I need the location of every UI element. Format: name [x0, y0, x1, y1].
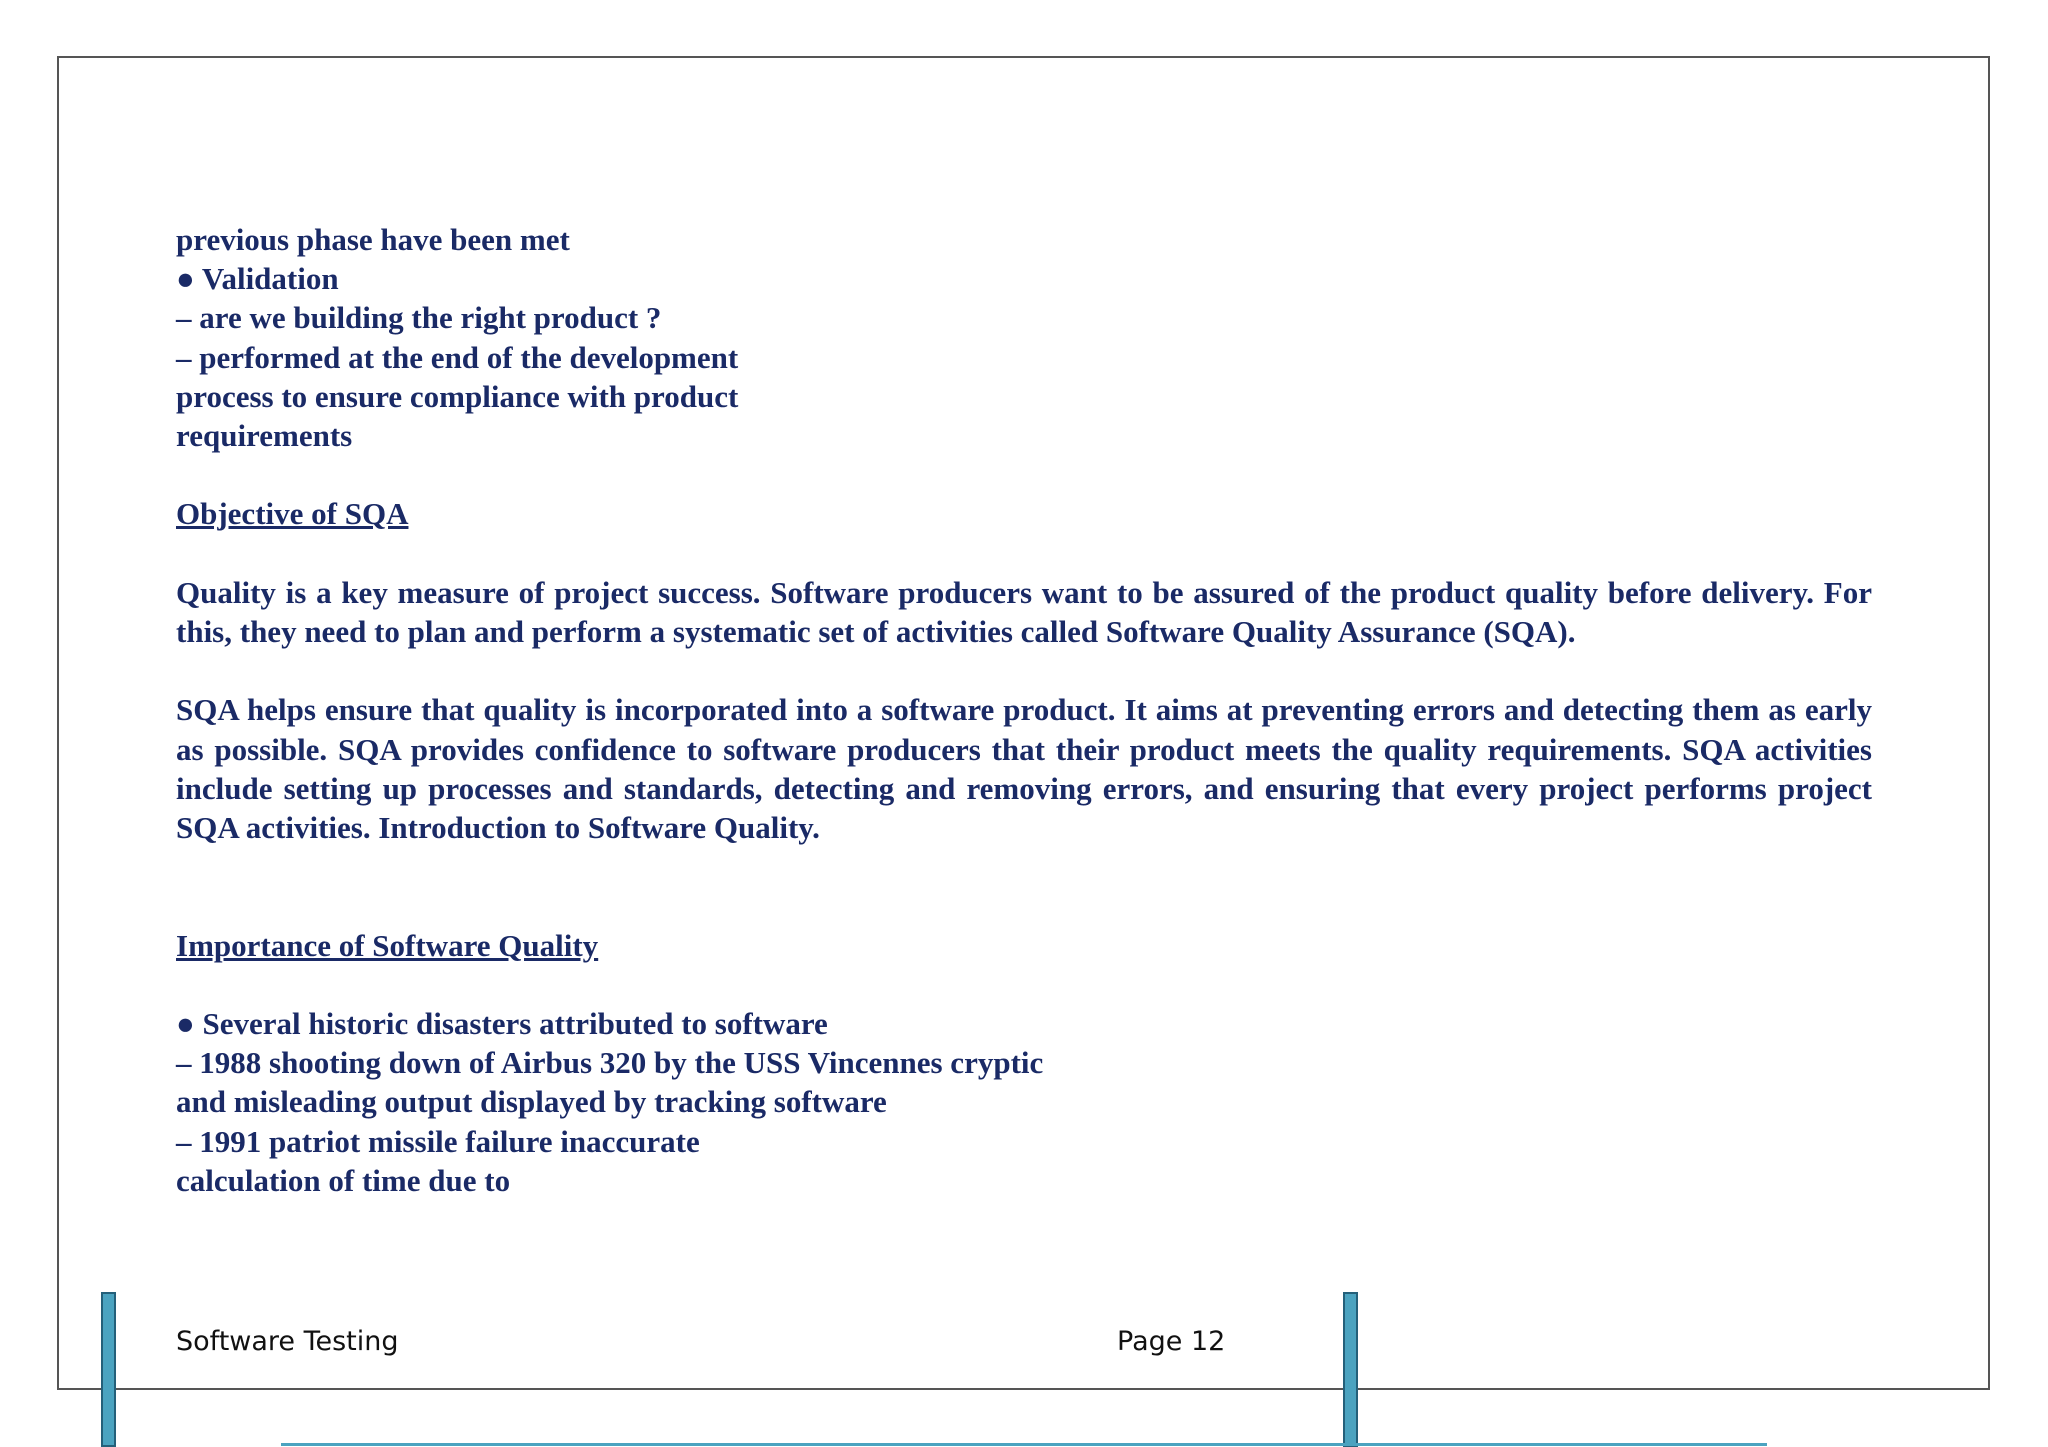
document-body — [176, 220, 1872, 1200]
bullet-disasters: ● Several historic disasters attributed to software — [176, 1005, 828, 1041]
text-line: calculation of time due to — [176, 1162, 511, 1198]
section-heading-objective-sqa: Objective of SQA — [176, 496, 409, 532]
paragraph-sqa: SQA helps ensure that quality is incorporated into a software product. It aims at preventing errors and detecting them as early as possible. SQA provides confidence to software producers that their product meets the quality requirements. SQA activities include setting up processes and standards, detecting and removing errors, and ensuring that every project performs project SQA activities. Introduction to Software Quality. — [176, 692, 1872, 845]
text-line: and misleading output displayed by tracking software — [176, 1084, 887, 1120]
section-heading-importance: Importance of Software Quality — [176, 927, 599, 963]
text-line: – 1991 patriot missile failure inaccurate — [176, 1123, 700, 1159]
footer-page-number: Page 12 — [1117, 1326, 1226, 1357]
bullet-validation: ● Validation — [176, 261, 339, 297]
text-line: – 1988 shooting down of Airbus 320 by the USS Vincennes cryptic — [176, 1045, 1044, 1081]
text-line: – are we building the right product ? — [176, 300, 662, 336]
paragraph-quality: Quality is a key measure of project success. Software producers want to be assured of the product quality before delivery. For this, they need to plan and perform a systematic set of activities called Software Quality Assurance (SQA). — [176, 574, 1872, 649]
text-line: requirements — [176, 418, 353, 454]
footer-decor-line — [281, 1443, 1767, 1446]
text-line: previous phase have been met — [176, 222, 570, 257]
footer-decor-bar-right — [1343, 1292, 1358, 1447]
text-line: process to ensure compliance with product — [176, 378, 739, 414]
text-line: – performed at the end of the development — [176, 339, 739, 375]
footer-title: Software Testing — [176, 1326, 399, 1357]
footer-decor-bar-left — [101, 1292, 116, 1447]
